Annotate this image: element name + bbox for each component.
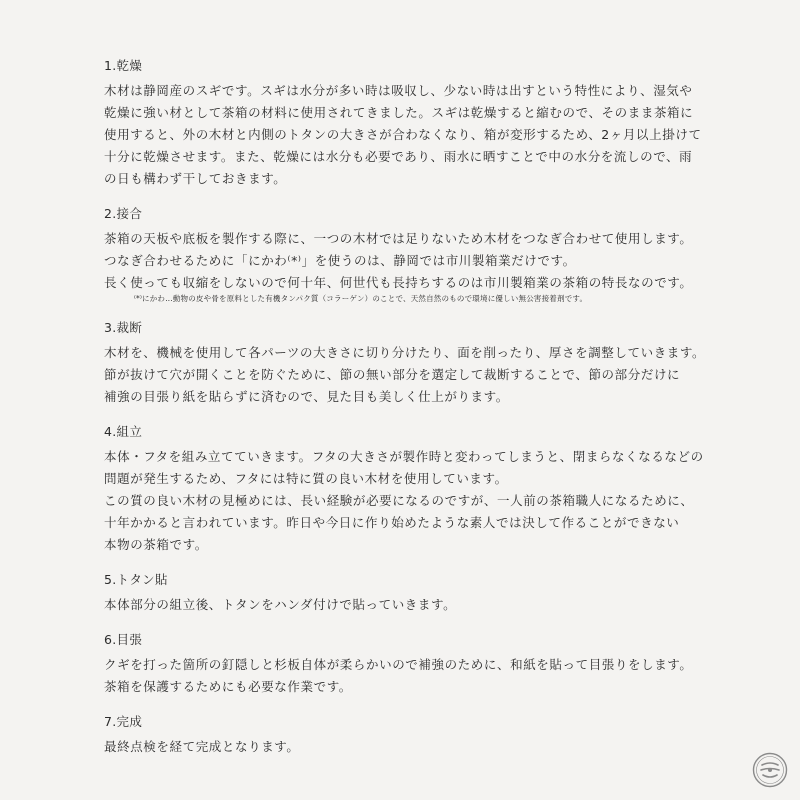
section-cutting xyxy=(104,320,704,408)
section-sealing xyxy=(104,632,704,698)
paragraph-line: 茶箱を保護するためにも必要な作業です。 xyxy=(104,679,352,694)
section-title: 4.組立 xyxy=(104,424,143,439)
paragraph-line: 木材は静岡産のスギです。スギは水分が多い時は吸収し、少ない時は出すという特性により、湿気や xyxy=(104,83,693,98)
section-title: 3.裁断 xyxy=(104,320,143,335)
paragraph-line: 最終点検を経て完成となります。 xyxy=(104,739,300,754)
paragraph-line: 十年かかると言われています。昨日や今日に作り始めたような素人では決して作ることができない xyxy=(104,515,680,530)
footnote: ⁽*⁾にかわ…動物の皮や骨を原料とした有機タンパク質（コラーゲン）のことで、天然自然のもので環境に優しい無公害接着剤です。 xyxy=(134,294,588,303)
paragraph-line: 補強の目張り紙を貼らずに済むので、見た目も美しく仕上がります。 xyxy=(104,389,509,404)
paragraph-line: 本体・フタを組み立てていきます。フタの大きさが製作時と変わってしまうと、閉まらなくなるなどの xyxy=(104,449,704,464)
section-title: 1.乾燥 xyxy=(104,58,143,73)
paragraph-line: 問題が発生するため、フタには特に質の良い木材を使用しています。 xyxy=(104,471,508,486)
paragraph-line: 十分に乾燥させます。また、乾燥には水分も必要であり、雨水に晒すことで中の水分を流しので、雨 xyxy=(104,149,693,164)
paragraph-line: 使用すると、外の木材と内側のトタンの大きさが合わなくなり、箱が変形するため、2ヶ月以上掛けて xyxy=(104,127,702,142)
document-body xyxy=(104,58,704,758)
section-title: 7.完成 xyxy=(104,714,143,729)
paragraph-line: 本物の茶箱です。 xyxy=(104,537,208,552)
section-assembly xyxy=(104,424,704,556)
section-completion xyxy=(104,714,704,758)
paragraph-line: の日も構わず干しておきます。 xyxy=(104,171,287,186)
section-joining xyxy=(104,206,704,306)
section-title: 5.トタン貼 xyxy=(104,572,168,587)
section-drying xyxy=(104,58,704,190)
paragraph-line: クギを打った箇所の釘隠しと杉板自体が柔らかいので補強のために、和紙を貼って目張りをします。 xyxy=(104,657,693,672)
brand-seal-icon xyxy=(752,752,788,788)
section-tin-lining xyxy=(104,572,704,616)
paragraph-line: つなぎ合わせるために「にかわ⁽*⁾」を使うのは、静岡では市川製箱業だけです。 xyxy=(104,253,576,268)
paragraph-line: 長く使っても収縮をしないので何十年、何世代も長持ちするのは市川製箱業の茶箱の特長なのです。 xyxy=(104,275,693,290)
paragraph-line: 節が抜けて穴が開くことを防ぐために、節の無い部分を選定して裁断することで、節の部分だけに xyxy=(104,367,681,382)
section-title: 2.接合 xyxy=(104,206,143,221)
paragraph-line: 本体部分の組立後、トタンをハンダ付けで貼っていきます。 xyxy=(104,597,457,612)
section-title: 6.目張 xyxy=(104,632,143,647)
paragraph-line: この質の良い木材の見極めには、長い経験が必要になるのですが、一人前の茶箱職人になるために、 xyxy=(104,493,694,508)
paragraph-line: 茶箱の天板や底板を製作する際に、一つの木材では足りないため木材をつなぎ合わせて使用します。 xyxy=(104,231,693,246)
paragraph-line: 木材を、機械を使用して各パーツの大きさに切り分けたり、面を削ったり、厚さを調整していきます。 xyxy=(104,345,706,360)
paragraph-line: 乾燥に強い材として茶箱の材料に使用されてきました。スギは乾燥すると縮むので、そのまま茶箱に xyxy=(104,105,694,120)
